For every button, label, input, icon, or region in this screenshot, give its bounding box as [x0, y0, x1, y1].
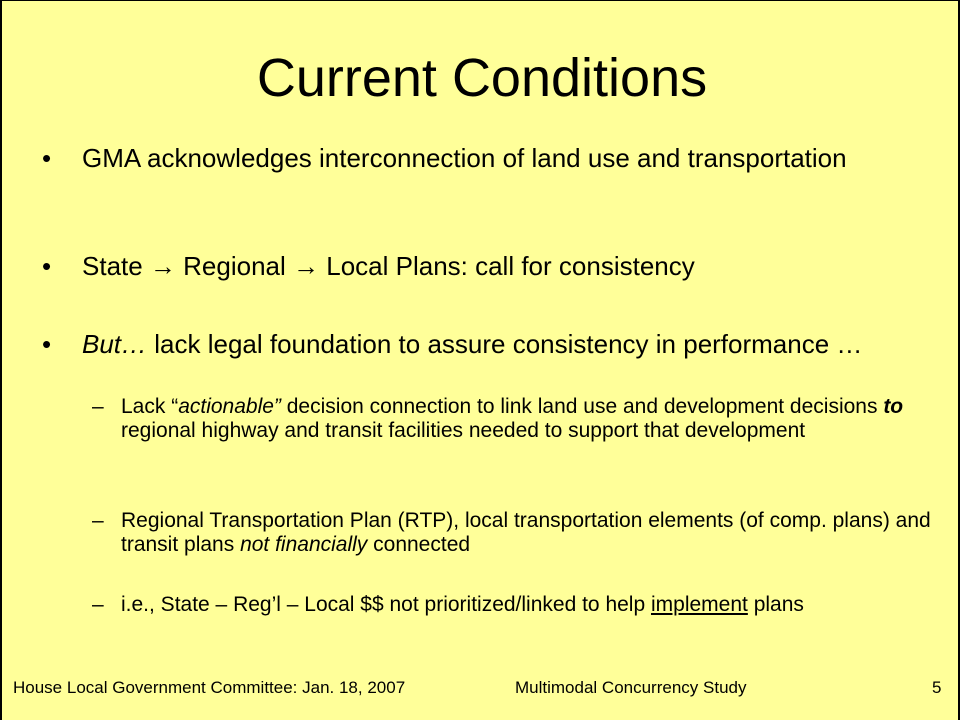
bullet-text: GMA acknowledges interconnection of land use and transportation	[82, 143, 847, 173]
dash-marker: –	[92, 593, 104, 616]
bold-italic-run: to	[883, 395, 904, 418]
bullet-dot: •	[42, 143, 52, 173]
dash-marker: –	[92, 509, 104, 532]
bullet-dot: •	[42, 251, 52, 281]
bullet-text-rest: lack legal foundation to assure consistency in performance …	[147, 329, 863, 359]
subbullet-text	[121, 593, 941, 617]
bullet-text	[82, 329, 902, 359]
bullet-text: State → Regional → Local Plans: call for consistency	[82, 251, 695, 281]
italic-run: actionable”	[178, 395, 281, 418]
underlined-run: implement	[650, 593, 748, 616]
footer-left: House Local Government Committee: Jan. 18, 2007	[13, 678, 406, 697]
text-run: Lack “	[121, 395, 179, 418]
bullet-dot: •	[42, 329, 52, 359]
subbullet-text	[121, 395, 941, 443]
text-run: plans	[747, 593, 804, 616]
dash-marker: –	[92, 395, 104, 418]
text-run: i.e., State – Reg’l – Local $$ not prioritized/linked to help	[121, 593, 651, 616]
text-run: decision connection to link land use and development decisions	[280, 395, 884, 418]
text-run: connected	[367, 533, 471, 556]
page-number: 5	[932, 678, 942, 697]
footer-center: Multimodal Concurrency Study	[515, 678, 747, 697]
bullet-lead-italic: But…	[82, 329, 148, 359]
italic-run: not financially	[240, 533, 368, 556]
slide-title: Current Conditions	[256, 48, 708, 108]
subbullet-text	[121, 509, 941, 557]
text-run: Regional Transportation Plan (RTP), local transportation elements (of comp. plans) and transit plans	[121, 509, 931, 556]
text-run: regional highway and transit facilities needed to support that development	[121, 419, 806, 442]
